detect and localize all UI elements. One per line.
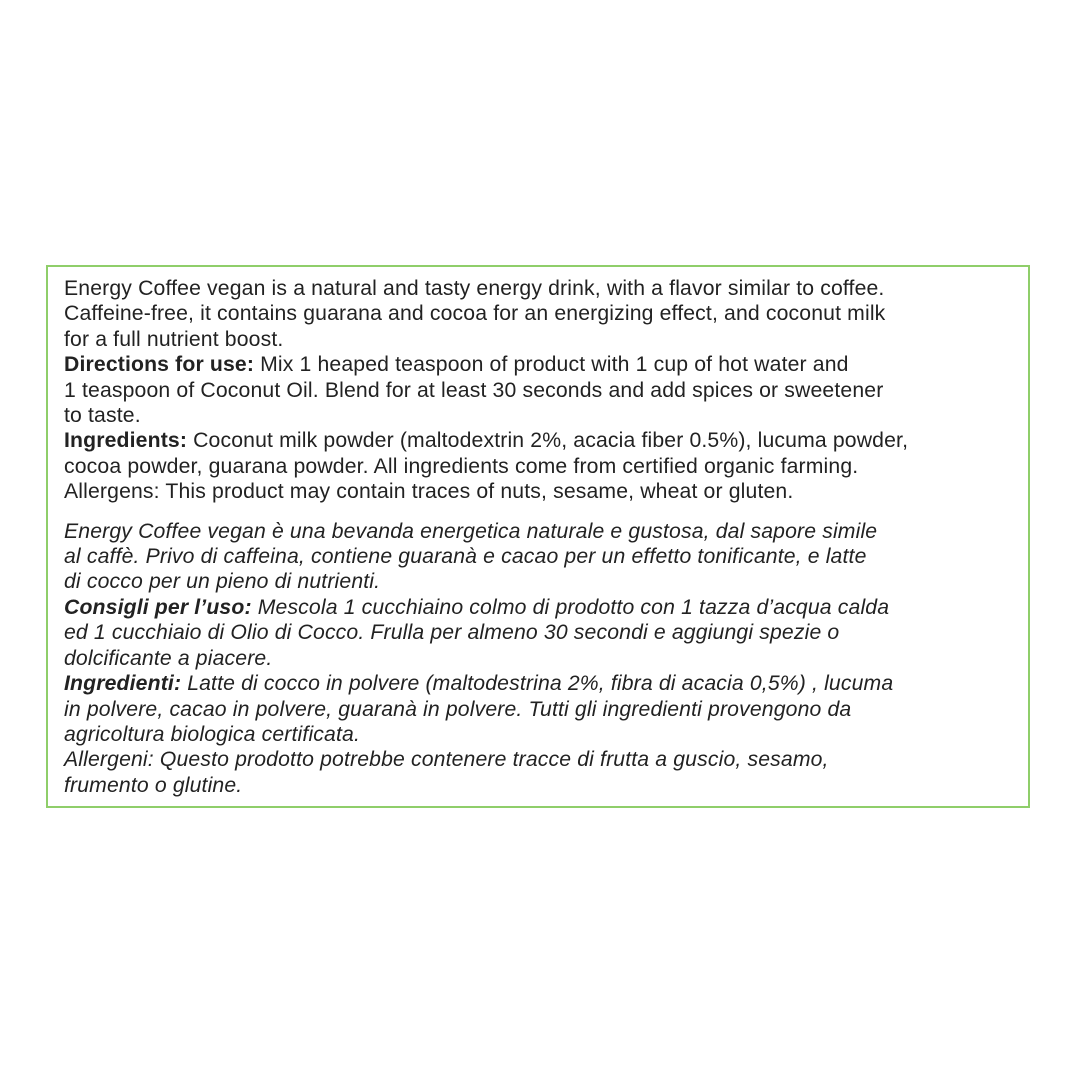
intro-line-it: di cocco per un pieno di nutrienti. [64, 570, 381, 594]
intro-line: Energy Coffee vegan is a natural and tasty energy drink, with a flavor similar to coffee. [64, 277, 885, 300]
ingredients-text-it: Latte di cocco in polvere (maltodestrina 2%, fibra di acacia 0,5%) , lucuma [181, 672, 894, 696]
directions-label: Directions for use: [64, 353, 255, 377]
directions-text-it: ed 1 cucchiaio di Olio di Cocco. Frulla per almeno 30 secondi e aggiungi spezie o [64, 621, 840, 645]
directions-text: to taste. [64, 404, 141, 428]
directions-paragraph-it [64, 595, 1012, 671]
intro-line: Caffeine-free, it contains guarana and cocoa for an energizing effect, and coconut milk [64, 302, 886, 326]
allergens-text-it: frumento o glutine. [64, 773, 243, 797]
allergens-paragraph [64, 479, 1012, 504]
directions-text-it: Mescola 1 cucchiaino colmo di prodotto con 1 tazza d’acqua calda [251, 595, 890, 619]
intro-paragraph-it [64, 519, 1012, 595]
ingredients-paragraph-it [64, 671, 1012, 747]
allergens-paragraph-it [64, 747, 1012, 798]
ingredients-paragraph [64, 428, 1012, 479]
directions-text-it: dolcificante a piacere. [64, 646, 273, 670]
ingredients-label-it: Ingredienti: [64, 672, 182, 696]
directions-text: Mix 1 heaped teaspoon of product with 1 cup of hot water and [254, 353, 849, 377]
ingredients-label: Ingredients: [64, 429, 188, 453]
english-description-block [64, 276, 1012, 505]
allergens-text-it: Allergeni: Questo prodotto potrebbe contenere tracce di frutta a guscio, sesamo, [64, 748, 829, 772]
intro-line: for a full nutrient boost. [64, 327, 284, 351]
ingredients-text: cocoa powder, guarana powder. All ingredients come from certified organic farming. [64, 454, 859, 478]
product-label-box [46, 265, 1030, 808]
intro-paragraph [64, 276, 1012, 352]
ingredients-text: Coconut milk powder (maltodextrin 2%, acacia fiber 0.5%), lucuma powder, [187, 429, 909, 453]
ingredients-text-it: agricoltura biologica certificata. [64, 722, 360, 746]
intro-line-it: al caffè. Privo di caffeina, contiene guaranà e cacao per un effetto tonificante, e latte [64, 545, 867, 569]
directions-text: 1 teaspoon of Coconut Oil. Blend for at least 30 seconds and add spices or sweetener [64, 378, 884, 402]
intro-line-it: Energy Coffee vegan è una bevanda energetica naturale e gustosa, dal sapore simile [64, 519, 878, 543]
italian-description-block [64, 519, 1012, 798]
allergens-text: Allergens: This product may contain traces of nuts, sesame, wheat or gluten. [64, 480, 794, 504]
directions-label-it: Consigli per l’uso: [64, 595, 252, 619]
ingredients-text-it: in polvere, cacao in polvere, guaranà in polvere. Tutti gli ingredienti provengono da [64, 697, 852, 721]
directions-paragraph [64, 352, 1012, 428]
